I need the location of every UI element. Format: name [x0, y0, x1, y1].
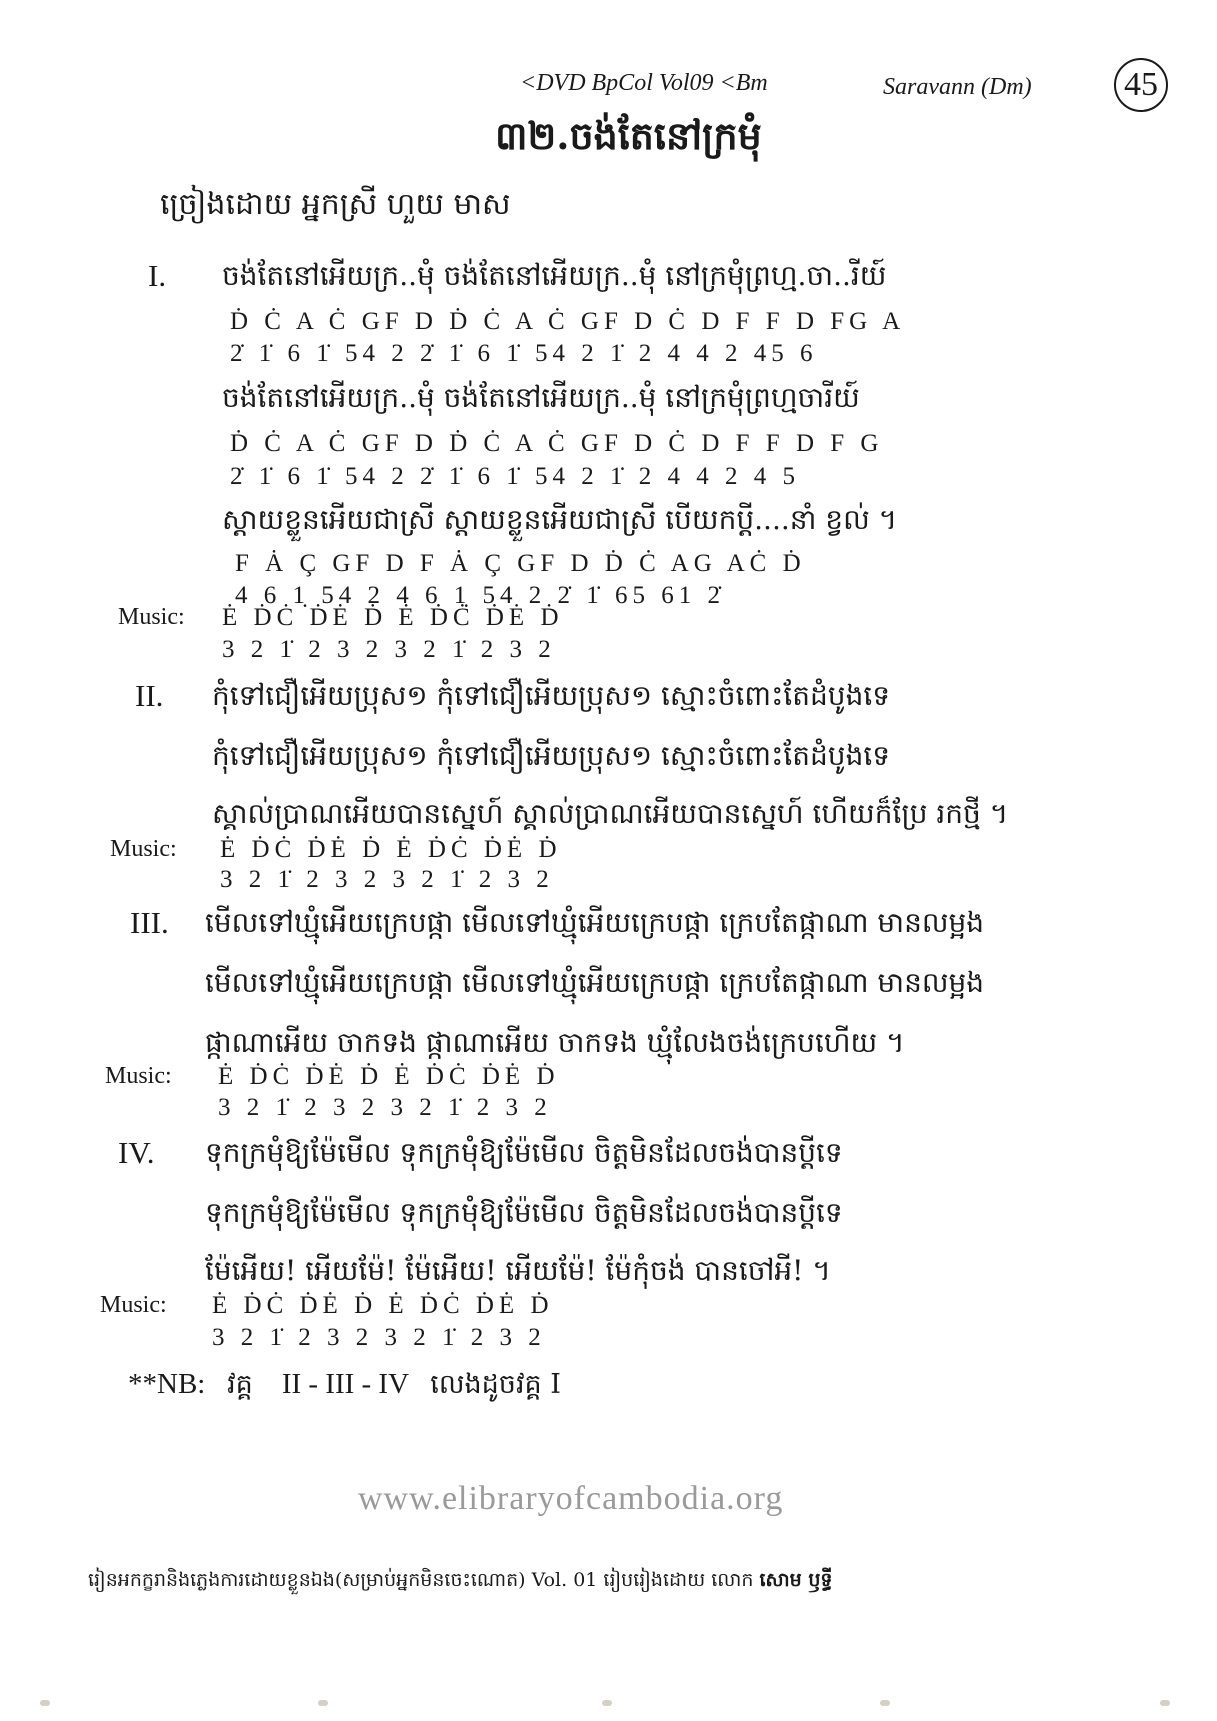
nb-note — [128, 1368, 561, 1407]
verse-3-lyric-line-3: ផ្កាណាអើយ ចាកទង ផ្កាណាអើយ ចាកទង ឃ្មុំលែងចង់ក្រេបហើយ ។ — [205, 1026, 905, 1059]
verse-1-music-label: Music: — [118, 604, 185, 630]
website-watermark: www.elibraryofcambodia.org — [358, 1480, 784, 1517]
nb-verse-word: វគ្គ — [227, 1369, 253, 1400]
verse-3-music-numbers: 3 2 1̇ 2 3 2 3 2 1̇ 2 3 2 — [218, 1094, 552, 1121]
verse-1-numbers-line-2: 2̇ 1̇ 6 1̇ 54 2 2̇ 1̇ 6 1̇ 54 2 1̇ 2 4 4 2 4 5 — [230, 463, 800, 490]
verse-2-music-notes: Ė ḊĊ ḊĖ Ḋ Ė ḊĊ ḊĖ Ḋ — [220, 836, 562, 863]
verse-3-music-label: Music: — [105, 1063, 172, 1089]
verse-1-numbers-line-3: 4 6 1̣ 54 2 4 6 1̣ 54 2 2̇ 1̇ 65 61 2̇ — [235, 582, 725, 609]
verse-3-lyric-line-2: មើលទៅឃ្មុំអើយក្រេបផ្កា មើលទៅឃ្មុំអើយក្រេបផ្កា ក្រេបតែផ្កាណា មានលម្អង — [205, 966, 985, 999]
verse-4-number: IV. — [118, 1135, 155, 1170]
verse-2-lyric-line-1: កុំទៅជឿអើយប្រុស១ កុំទៅជឿអើយប្រុស១ ស្មោះចំពោះតែដំបូងទេ — [212, 679, 891, 712]
verse-2-lyric-line-2: កុំទៅជឿអើយប្រុស១ កុំទៅជឿអើយប្រុស១ ស្មោះចំពោះតែដំបូងទេ — [212, 739, 891, 772]
song-title: ៣២.ចង់តែនៅក្រមុំ — [495, 113, 762, 158]
verse-1-lyric-line-2: ចង់តែនៅអើយក្រ..មុំ ចង់តែនៅអើយក្រ..មុំ នៅក្រមុំព្រហ្មចារីយ៍ — [222, 381, 860, 414]
verse-1-music-numbers: 3 2 1̇ 2 3 2 3 2 1̇ 2 3 2 — [222, 636, 556, 663]
verse-4-music-numbers: 3 2 1̇ 2 3 2 3 2 1̇ 2 3 2 — [212, 1324, 546, 1351]
verse-4-music-label: Music: — [100, 1292, 167, 1318]
nb-verse-list: II - III - IV — [281, 1368, 409, 1400]
verse-3-lyric-line-1: មើលទៅឃ្មុំអើយក្រេបផ្កា មើលទៅឃ្មុំអើយក្រេបផ្កា ក្រេបតែផ្កាណា មានលម្អង — [205, 906, 985, 939]
verse-1-notes-line-2: Ḋ Ċ A Ċ GF D Ḋ Ċ A Ċ GF D Ċ D F F D F G — [230, 430, 884, 457]
verse-4-music-notes: Ė ḊĊ ḊĖ Ḋ Ė ḊĊ ḊĖ Ḋ — [212, 1292, 554, 1319]
verse-1-lyric-line-3: ស្តាយខ្លួនអើយជាស្រី ស្តាយខ្លួនអើយជាស្រី បើយកប្តី....នាំ ខ្វល់ ។ — [222, 503, 898, 536]
scan-speck — [40, 1700, 50, 1706]
verse-1-number: I. — [148, 258, 167, 293]
verse-1-lyric-line-1: ចង់តែនៅអើយក្រ..មុំ ចង់តែនៅអើយក្រ..មុំ នៅក្រមុំព្រហ្ម.ចា..រីយ៍ — [222, 259, 887, 292]
verse-2-number: II. — [135, 678, 164, 713]
page-number: 45 — [1114, 58, 1168, 112]
scan-speck — [1160, 1700, 1170, 1706]
scan-speck — [318, 1700, 328, 1706]
verse-1-notes-line-1: Ḋ Ċ A Ċ GF D Ḋ Ċ A Ċ GF D Ċ D F F D FG A — [230, 308, 906, 335]
verse-3-number: III. — [130, 905, 169, 940]
verse-4-lyric-line-2: ទុកក្រមុំឱ្យម៉ែមើល ទុកក្រមុំឱ្យម៉ែមើល ចិត្តមិនដែលចង់បានប្តីទេ — [205, 1196, 843, 1229]
verse-2-music-numbers: 3 2 1̇ 2 3 2 3 2 1̇ 2 3 2 — [220, 866, 554, 893]
nb-prefix: **NB: — [128, 1368, 206, 1400]
nb-suffix: លេងដូចវគ្គ I — [430, 1369, 561, 1400]
book-footer — [88, 1568, 832, 1596]
footer-author: សោម ឫទ្ធី — [759, 1569, 833, 1591]
verse-2-music-label: Music: — [110, 836, 177, 862]
verse-4-lyric-line-1: ទុកក្រមុំឱ្យម៉ែមើល ទុកក្រមុំឱ្យម៉ែមើល ចិត្តមិនដែលចង់បានប្តីទេ — [205, 1136, 843, 1169]
verse-1-notes-line-3: F Ȧ Ç GF D F Ȧ Ç GF D Ḋ Ċ AG AĊ Ḋ — [235, 550, 806, 577]
singer-credit: ច្រៀងដោយ អ្នកស្រី ហួយ មាស — [160, 187, 511, 222]
scan-speck — [880, 1700, 890, 1706]
verse-1-numbers-line-1: 2̇ 1̇ 6 1̇ 54 2 2̇ 1̇ 6 1̇ 54 2 1̇ 2 4 4 2 45 6 — [230, 340, 818, 367]
verse-3-music-notes: Ė ḊĊ ḊĖ Ḋ Ė ḊĊ ḊĖ Ḋ — [218, 1063, 560, 1090]
scan-speck — [602, 1700, 612, 1706]
artist-key: Saravann (Dm) — [883, 74, 1032, 100]
dvd-reference: <DVD BpCol Vol09 <Bm — [520, 70, 768, 96]
verse-2-lyric-line-3: ស្គាល់ប្រាណអើយបានស្នេហ៍ ស្គាល់ប្រាណអើយបានស្នេហ៍ ហើយក៏ប្រែ រកថ្មី ។ — [212, 797, 1009, 830]
verse-4-lyric-line-3: ម៉ែអើយ! អើយម៉ែ! ម៉ែអើយ! អើយម៉ែ! ម៉ែកុំចង់ បានចៅអី! ។ — [205, 1254, 831, 1287]
footer-text: រៀនអកក្ខរានិងភ្លេងការដោយខ្លួនឯង(សម្រាប់អ្នកមិនចេះណោត) Vol. 01 រៀបរៀងដោយ លោក — [88, 1569, 754, 1591]
verse-1-music-notes: Ė ḊĊ ḊĖ Ḋ Ė ḊĊ ḊĖ Ḋ — [222, 604, 564, 631]
